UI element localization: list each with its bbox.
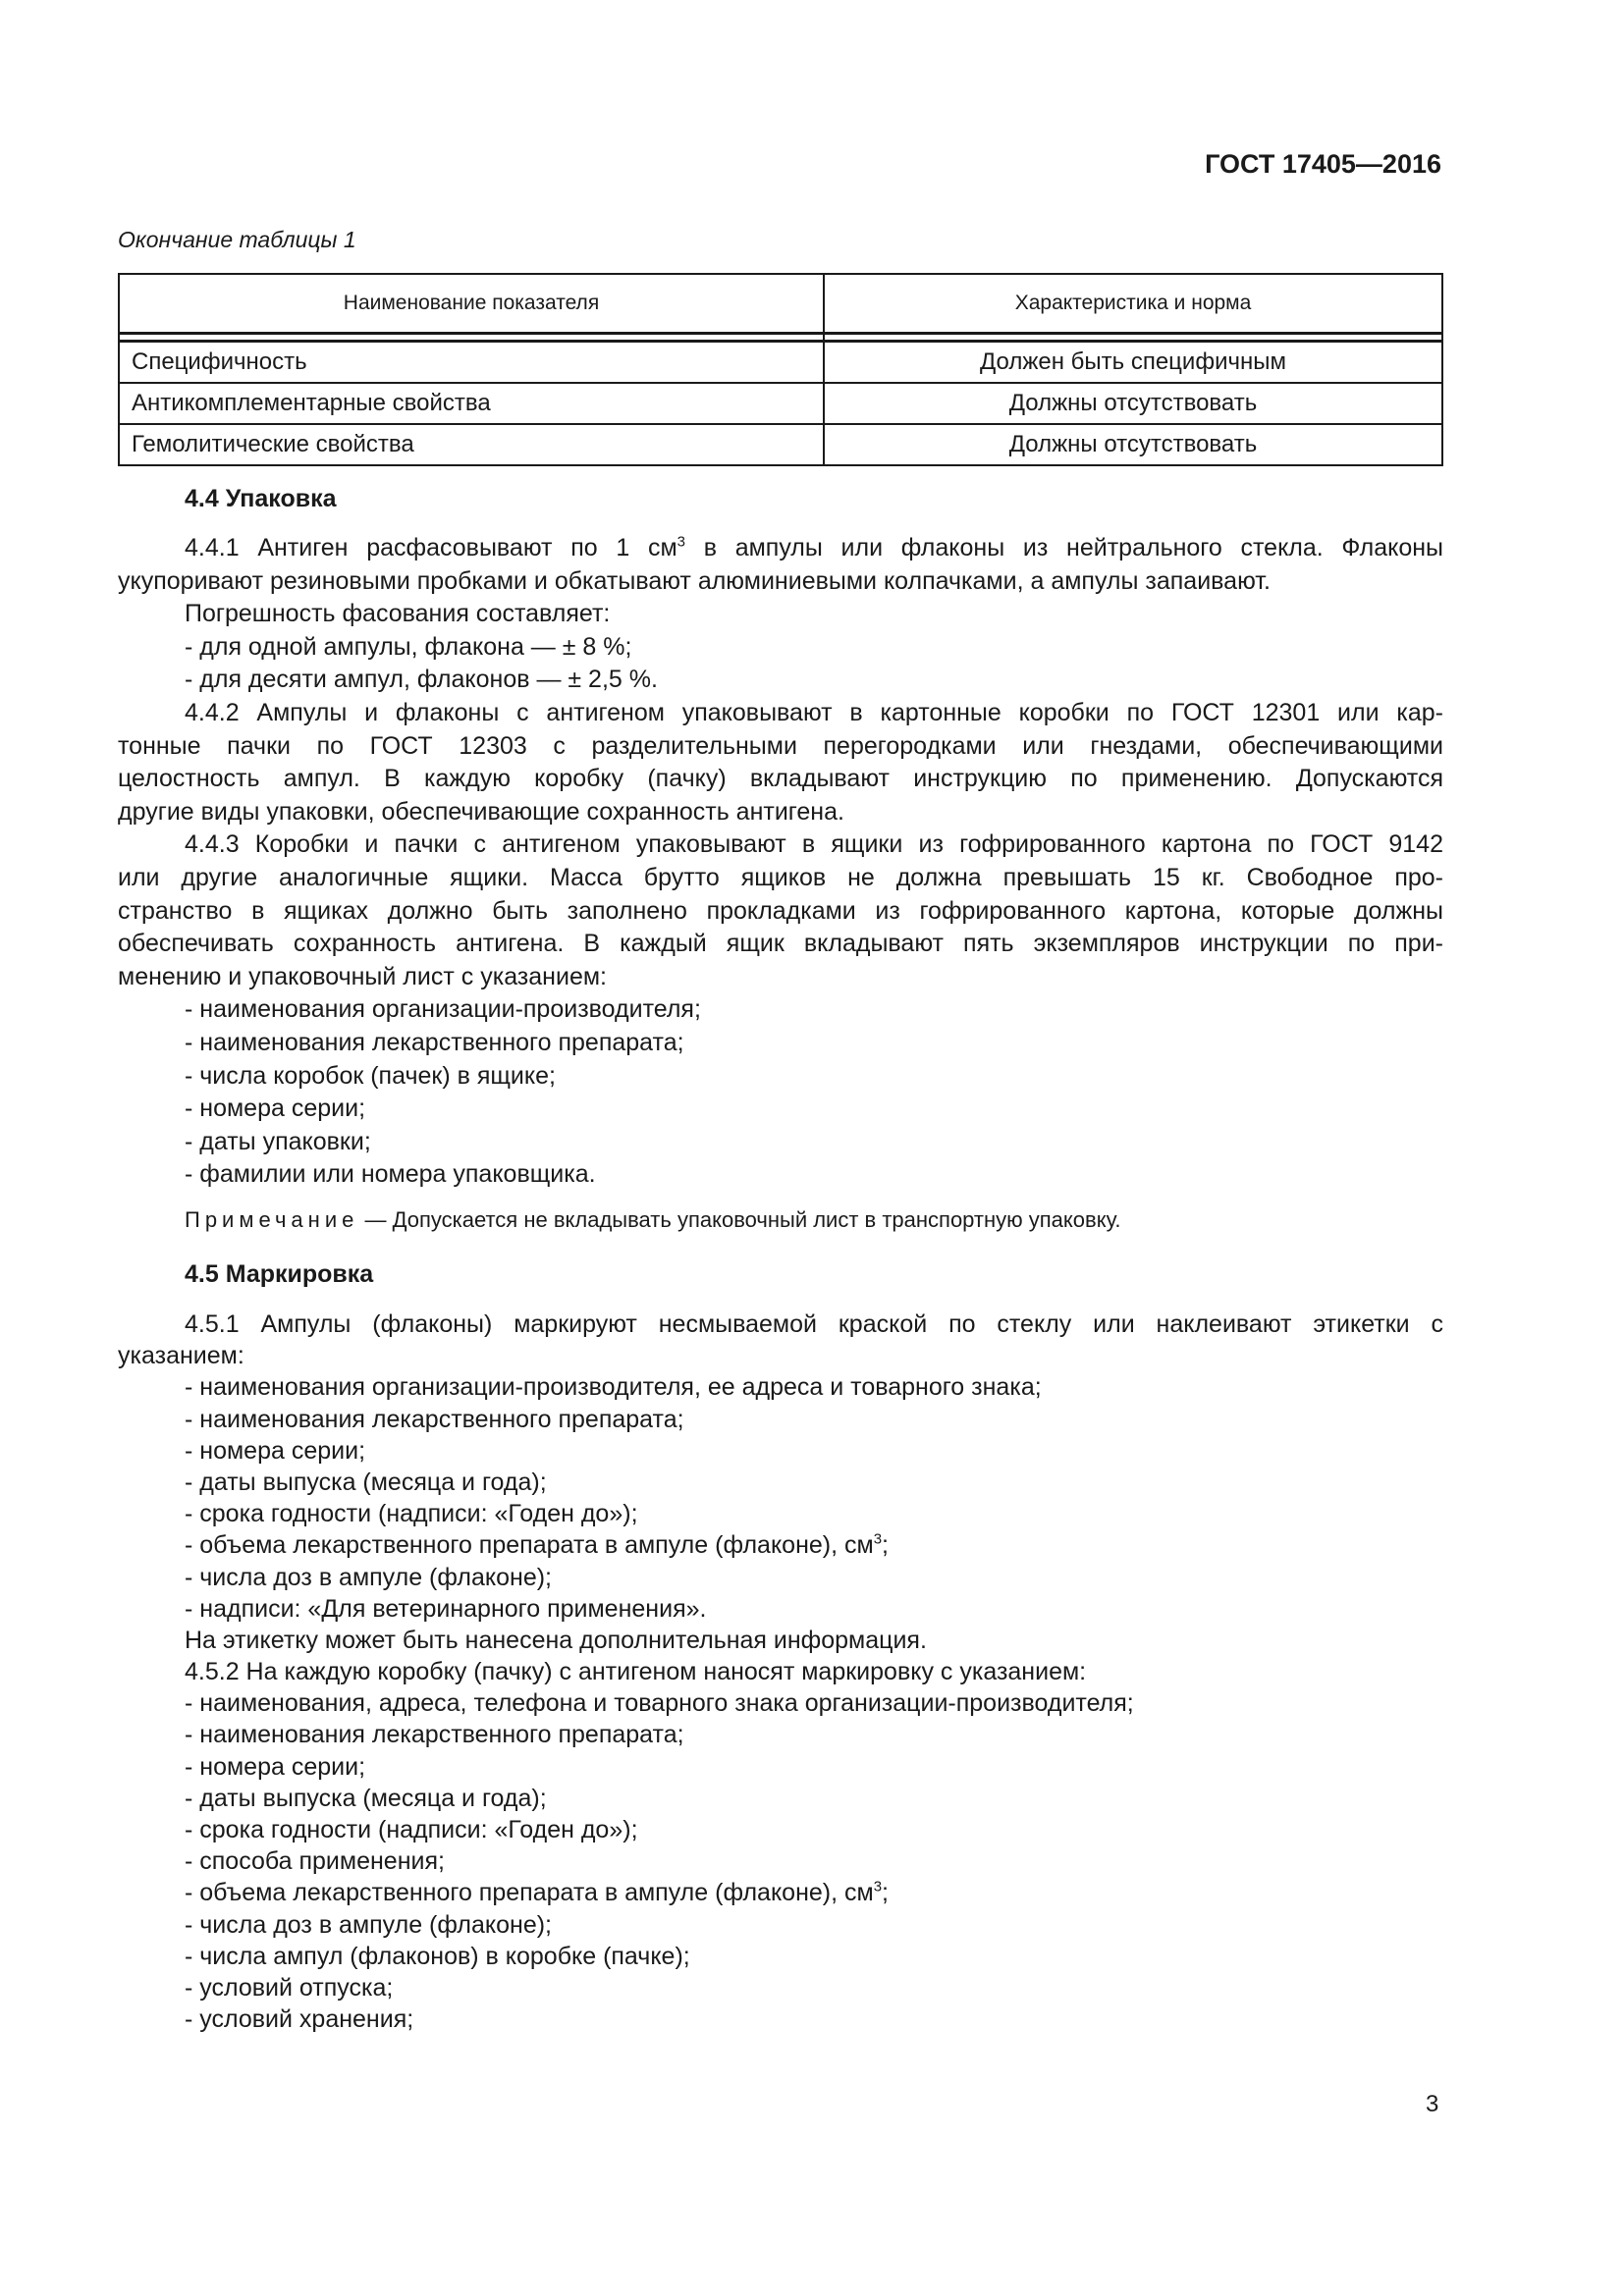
line-text: другие виды упаковки, обеспечивающие сохранность антигена. [118, 797, 844, 826]
text-line [118, 1656, 1443, 1687]
line-text: - способа применения; [185, 1847, 445, 1876]
text-line [118, 1308, 1443, 1340]
indicator-name: Специфичность [119, 342, 824, 384]
line-text: - наименования лекарственного препарата; [185, 1405, 684, 1433]
line-text: - наименования организации-производителя; [185, 995, 701, 1024]
text-line [118, 1972, 1443, 2003]
text-line [118, 1060, 1443, 1094]
line-text: - числа доз в ампуле (флаконе); [185, 1910, 552, 1939]
table-caption: Окончание таблицы 1 [118, 227, 356, 252]
text-line [118, 1435, 1443, 1467]
superscript: 3 [873, 1879, 883, 1896]
packaging-body [118, 532, 1443, 1192]
text-line [118, 1909, 1443, 1941]
line-text: 4.5.1 Ампулы (флаконы) маркируют несмываемой краской по стеклу или наклеивают этикетки с [185, 1310, 1443, 1338]
line-text: - для десяти ампул, флаконов — ± 2,5 %. [185, 666, 658, 694]
note-label: Примечание [185, 1207, 359, 1232]
table-header-row [119, 274, 1442, 334]
line-text: тонные пачки по ГОСТ 12303 с разделительными перегородками или гнездами, обеспечивающими [118, 731, 1443, 760]
text-line [118, 961, 1443, 994]
superscript: 3 [677, 533, 685, 551]
line-text: - даты выпуска (месяца и года); [185, 1468, 547, 1496]
text-line [118, 1687, 1443, 1719]
superscript: 3 [873, 1530, 883, 1548]
text-line [118, 1845, 1443, 1877]
text-line [118, 1093, 1443, 1126]
text-line [118, 928, 1443, 961]
text-line [118, 1467, 1443, 1498]
line-text: На этикетку может быть нанесена дополнительная информация. [185, 1626, 927, 1654]
text-line [118, 993, 1443, 1027]
table-row [119, 383, 1442, 424]
note [185, 1207, 1121, 1233]
line-text: менению и упаковочный лист с указанием: [118, 962, 607, 990]
text-line [118, 1593, 1443, 1625]
text-line [118, 1562, 1443, 1593]
line-text: обеспечивать сохранность антигена. В каждый ящик вкладывают пять экземпляров инструкции по при- [118, 930, 1443, 958]
line-text: или другие аналогичные ящики. Масса брутто ящиков не должна превышать 15 кг. Свободное про- [118, 863, 1443, 891]
line-text: 4.5.2 На каждую коробку (пачку) с антигеном наносят маркировку с указанием: [185, 1658, 1087, 1686]
text-line [118, 1814, 1443, 1845]
line-text: указанием: [118, 1342, 244, 1370]
line-text: - номера серии; [185, 1436, 366, 1465]
text-line [118, 1719, 1443, 1750]
text-line [118, 598, 1443, 631]
line-text: укупоривают резиновыми пробками и обкатывают алюминиевыми колпачками, а ампулы запаивают. [118, 566, 1271, 595]
text-line [118, 1158, 1443, 1192]
line-text: - срока годности (надписи: «Годен до»); [185, 1500, 638, 1528]
text-line [118, 730, 1443, 764]
text-line [118, 796, 1443, 829]
text-line [118, 1941, 1443, 1972]
line-text: - условий отпуска; [185, 1973, 394, 2002]
text-line [118, 1783, 1443, 1814]
text-line [118, 1751, 1443, 1783]
line-text: - номера серии; [185, 1095, 366, 1123]
line-text: целостность ампул. В каждую коробку (пачку) вкладывают инструкцию по применению. Допускаются [118, 765, 1443, 793]
text-line [118, 1371, 1443, 1403]
text-line [118, 1877, 1443, 1908]
text-line [118, 532, 1443, 565]
line-text-continued: ; [882, 1879, 889, 1907]
section-heading-marking: 4.5 Маркировка [185, 1260, 374, 1288]
header-separator [119, 334, 1442, 342]
line-text: - для одной ампулы, флакона — ± 8 %; [185, 632, 632, 661]
text-line [118, 565, 1443, 599]
section-heading-packaging: 4.4 Упаковка [185, 485, 337, 512]
column-header: Характеристика и норма [824, 274, 1442, 334]
line-text: - числа ампул (флаконов) в коробке (пачке); [185, 1942, 690, 1970]
line-text: - наименования лекарственного препарата; [185, 1028, 684, 1056]
text-line [118, 2003, 1443, 2035]
line-text: 4.4.1 Антиген расфасовывают по 1 см [185, 534, 677, 561]
line-text: - наименования организации-производителя, ее адреса и товарного знака; [185, 1373, 1042, 1402]
line-text: странство в ящиках должно быть заполнено прокладками из гофрированного картона, которые должны [118, 896, 1443, 925]
line-text: - наименования лекарственного препарата; [185, 1721, 684, 1749]
indicator-norm: Должны отсутствовать [824, 424, 1442, 465]
indicator-name: Антикомплементарные свойства [119, 383, 824, 424]
text-line [118, 763, 1443, 796]
line-text: - даты упаковки; [185, 1127, 371, 1155]
document-id: ГОСТ 17405—2016 [1205, 149, 1441, 179]
table-row [119, 342, 1442, 384]
text-line [118, 697, 1443, 730]
note-text: — Допускается не вкладывать упаковочный лист в транспортную упаковку. [358, 1207, 1121, 1232]
text-line [118, 1340, 1443, 1371]
text-line [118, 1625, 1443, 1656]
line-text: - числа коробок (пачек) в ящике; [185, 1061, 556, 1090]
indicators-table [118, 273, 1443, 466]
text-line [118, 1126, 1443, 1159]
column-header: Наименование показателя [119, 274, 824, 334]
text-line [118, 1404, 1443, 1435]
line-text: - наименования, адреса, телефона и товарного знака организации-производителя; [185, 1689, 1134, 1718]
indicator-norm: Должен быть специфичным [824, 342, 1442, 384]
text-line [118, 862, 1443, 895]
line-text: - объема лекарственного препарата в ампуле (флаконе), см [185, 1879, 874, 1907]
line-text: 4.4.2 Ампулы и флаконы с антигеном упаковывают в картонные коробки по ГОСТ 12301 или кар- [185, 698, 1443, 726]
line-text-continued: в ампулы или флаконы из нейтрального стекла. Флаконы [685, 534, 1443, 561]
line-text: 4.4.3 Коробки и пачки с антигеном упаковывают в ящики из гофрированного картона по ГОСТ 9142 [185, 830, 1443, 859]
marking-body [118, 1308, 1443, 2035]
line-text: - числа доз в ампуле (флаконе); [185, 1563, 552, 1591]
text-line [118, 631, 1443, 665]
line-text: - срока годности (надписи: «Годен до»); [185, 1816, 638, 1843]
table-row [119, 424, 1442, 465]
text-line [118, 1498, 1443, 1529]
indicator-name: Гемолитические свойства [119, 424, 824, 465]
line-text: - номера серии; [185, 1752, 366, 1781]
line-text: Погрешность фасования составляет: [185, 600, 611, 628]
line-text: - условий хранения; [185, 2005, 414, 2034]
text-line [118, 664, 1443, 697]
text-line [118, 1529, 1443, 1561]
line-text: - даты выпуска (месяца и года); [185, 1784, 547, 1812]
line-text-continued: ; [882, 1531, 889, 1560]
text-line [118, 828, 1443, 862]
indicator-norm: Должны отсутствовать [824, 383, 1442, 424]
text-line [118, 1027, 1443, 1060]
text-line [118, 895, 1443, 929]
line-text: - надписи: «Для ветеринарного применения». [185, 1594, 707, 1623]
line-text: - объема лекарственного препарата в ампуле (флаконе), см [185, 1531, 874, 1560]
page-number: 3 [1426, 2091, 1439, 2117]
line-text: - фамилии или номера упаковщика. [185, 1160, 596, 1189]
